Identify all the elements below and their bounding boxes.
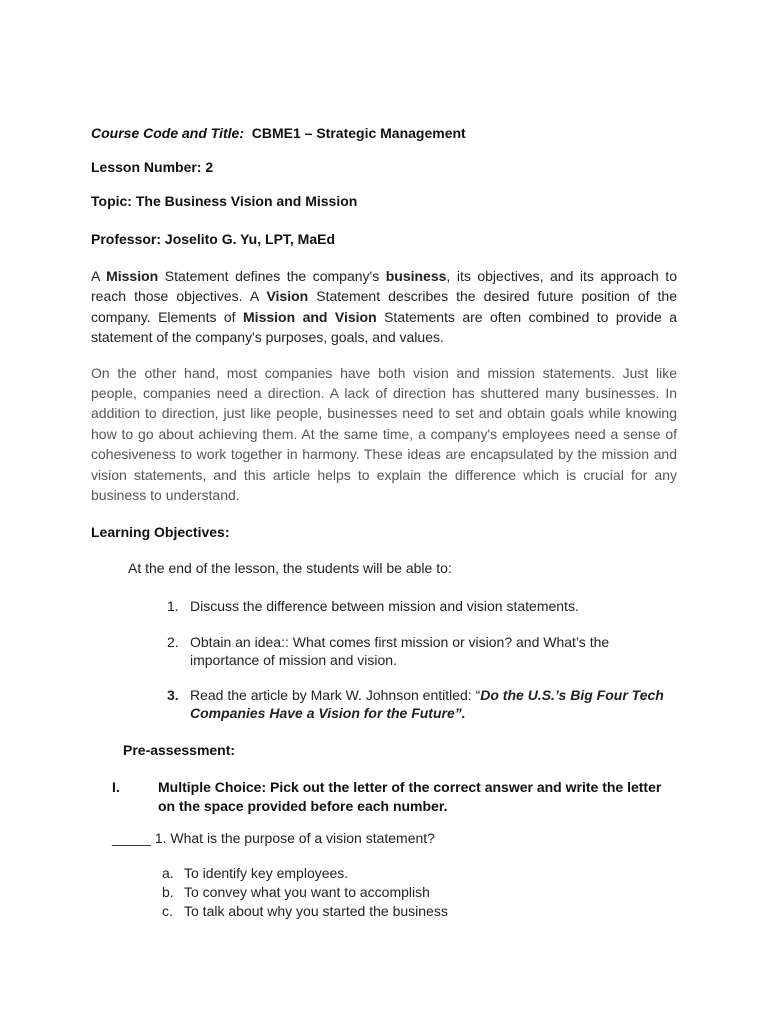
objective-number: 3. [167, 687, 179, 704]
course-value: CBME1 – Strategic Management [251, 125, 466, 141]
list-item [91, 883, 677, 902]
topic-value: The Business Vision and Mission [135, 193, 358, 209]
objective-number: 1. [167, 598, 179, 615]
objective-text: Read the article by Mark W. Johnson entitled: “ [190, 687, 481, 704]
other-hand-paragraph: On the other hand, most companies have both vision and mission statements. Just like people, companies need a direction. A lack of direction has shuttered many businesses. In addition to direction, just like people, businesses need to set and obtain goals while knowing how to go about achieving them. At the same time, a company's employees need a sense of cohesiveness to work together in harmony. These ideas are encapsulated by the mission and vision statements, and this article helps to explain the difference which is crucial for any business to understand. [91, 364, 677, 504]
choice-text: To convey what you want to accomplish [184, 884, 430, 901]
question-1: _____ 1. What is the purpose of a vision statement? [112, 830, 435, 847]
list-item [91, 864, 677, 883]
multiple-choice-instructions [91, 778, 678, 816]
document-page [91, 125, 677, 921]
p1-bold-business: business [385, 268, 447, 284]
p1-text-5: Statements are often combined to provide a statement of the company's purposes, goals, and values. [91, 308, 677, 346]
section-number: I. [112, 779, 120, 796]
objective-item [91, 633, 677, 669]
p1-bold-mission-vision: Mission and Vision [243, 308, 377, 325]
professor-line: Professor: Joselito G. Yu, LPT, MaEd [91, 231, 336, 247]
topic-line [91, 193, 677, 210]
choice-text: To talk about why you started the business [184, 903, 448, 920]
choice-letter: b. [162, 884, 174, 901]
course-label: Course Code and Title: [91, 125, 244, 141]
topic-label: Topic: [91, 193, 132, 209]
objective-item [91, 686, 677, 722]
p1-bold-mission: Mission [106, 268, 159, 284]
objective-text: Obtain an idea:: What comes first mission or vision? and What’s the importance of mission and vision. [190, 634, 610, 669]
course-line [91, 125, 677, 142]
objective-item [91, 597, 677, 615]
learning-objectives-heading: Learning Objectives: [91, 524, 230, 541]
choice-text: To identify key employees. [184, 865, 349, 882]
p1-text-3: , its objectives, and its approach to reach those objectives. A [91, 268, 677, 305]
p1-bold-vision: Vision [266, 288, 309, 305]
choice-letter: a. [162, 865, 174, 882]
list-item [91, 902, 677, 921]
mission-vision-paragraph [91, 266, 677, 348]
learning-objectives-intro: At the end of the lesson, the students will be able to: [128, 560, 452, 577]
lesson-number: Lesson Number: 2 [91, 159, 214, 175]
objective-number: 2. [167, 634, 179, 651]
choice-letter: c. [162, 903, 173, 920]
answer-choices [91, 864, 677, 921]
p1-text-1: A [91, 268, 107, 284]
section-text: Multiple Choice: Pick out the letter of the correct answer and write the letter on the space provided before each number. [158, 779, 662, 815]
p1-text-2: Statement defines the company's [158, 268, 386, 284]
pre-assessment-heading: Pre-assessment: [123, 742, 236, 759]
p1-text-4: Statement describes the desired future position of the company. Elements of [91, 288, 678, 325]
article-title: Do the U.S.’s Big Four Tech Companies Have a Vision for the Future”. [190, 687, 664, 722]
objective-text: Discuss the difference between mission and vision statements. [190, 598, 579, 615]
